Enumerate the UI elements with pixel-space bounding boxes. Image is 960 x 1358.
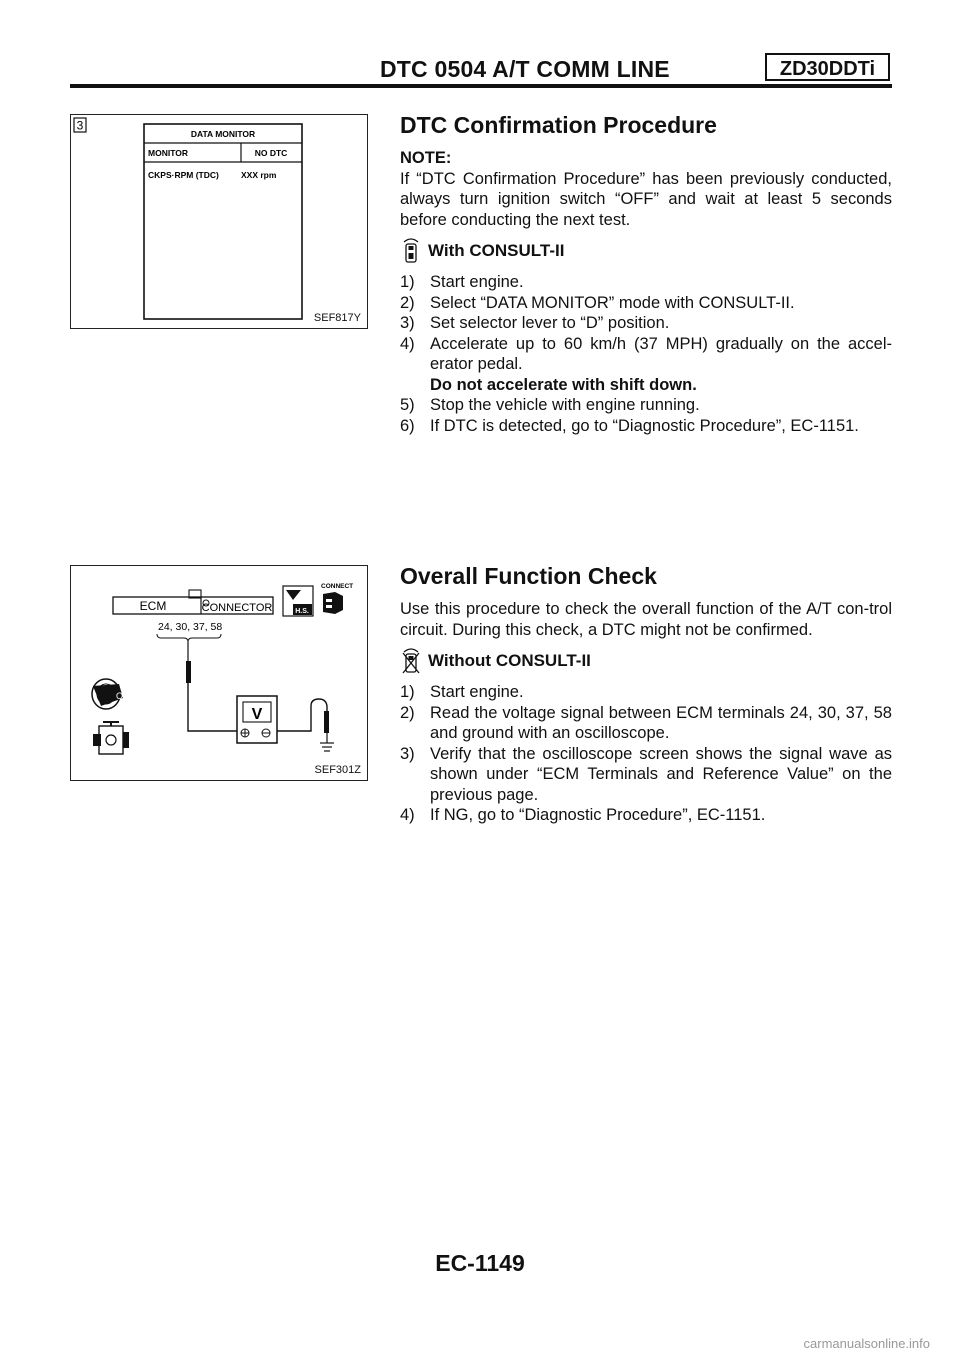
subheading-without-consult	[400, 646, 892, 676]
row-label: CKPS·RPM (TDC)	[148, 170, 219, 180]
connector-plug-icon	[323, 592, 343, 614]
section-heading: DTC Confirmation Procedure	[400, 112, 717, 138]
page-header-title: DTC 0504 A/T COMM LINE	[380, 56, 670, 82]
engine-code-badge: ZD30DDTi	[765, 53, 890, 81]
row-value: XXX rpm	[241, 170, 277, 180]
intro-text: Use this procedure to check the overall function of the A/T con-trol circuit. During this check, a DTC might not be confirmed.	[400, 600, 892, 639]
consult-tester-icon	[400, 236, 422, 266]
figure-code: SEF817Y	[313, 312, 361, 324]
list-item: 2) Read the voltage signal between ECM terminals 24, 30, 37, 58 and ground with an oscilloscope.	[400, 703, 892, 742]
connector-label: CONNECTOR	[201, 602, 273, 614]
column-monitor: MONITOR	[148, 148, 188, 158]
figure-code: SEF301Z	[314, 764, 361, 776]
section-dtc-confirmation	[400, 112, 892, 436]
subheading-with-consult	[400, 236, 892, 266]
ecm-label: ECM	[139, 599, 167, 613]
on-label: ON	[116, 691, 130, 701]
engine-icon	[93, 722, 129, 754]
watermark: carmanualsonline.info	[803, 1336, 930, 1351]
list-item: 3) Verify that the oscilloscope screen shows the signal wave as shown under “ECM Terminals and Reference Value” on the previous page.	[400, 744, 892, 804]
header-rule	[70, 84, 892, 88]
subheading-text: Without CONSULT-II	[428, 650, 591, 670]
section-heading: Overall Function Check	[400, 563, 657, 589]
data-monitor-illustration	[71, 115, 367, 328]
list-item: 3) Set selector lever to “D” position.	[400, 314, 670, 332]
connect-label: CONNECT	[321, 583, 354, 590]
section-overall-function-check	[400, 563, 892, 826]
list-item: 1) Start engine.	[400, 683, 524, 701]
step-list	[400, 682, 892, 826]
note-text: If “DTC Confirmation Procedure” has been previously conducted, always turn ignition switch “OFF” and wait at least 5 seconds before conducting the next test.	[400, 169, 892, 229]
corner-mark: 3	[76, 118, 84, 133]
list-item: 2) Select “DATA MONITOR” mode with CONSULT-II.	[400, 293, 795, 312]
no-consult-icon	[400, 646, 422, 676]
subheading-text: With CONSULT-II	[428, 240, 565, 260]
screen-title: DATA MONITOR	[190, 129, 256, 139]
ecm-voltmeter-illustration	[71, 566, 367, 780]
hs-label: H.S.	[295, 608, 309, 615]
meter-label: V	[251, 706, 263, 723]
page-number: EC-1149	[435, 1250, 525, 1276]
caution-text: Do not accelerate with shift down.	[430, 375, 697, 394]
note-label: NOTE:	[400, 149, 452, 167]
ignition-key-icon	[92, 679, 130, 709]
list-item: 1) Start engine.	[400, 273, 524, 291]
step-list	[400, 272, 892, 436]
figure-ecm-voltmeter	[70, 565, 368, 781]
column-no-dtc: NO DTC	[254, 148, 288, 158]
list-item: 6) If DTC is detected, go to “Diagnostic Procedure”, EC-1151.	[400, 416, 859, 435]
list-item: 4) If NG, go to “Diagnostic Procedure”, EC-1151.	[400, 806, 766, 824]
figure-data-monitor	[70, 114, 368, 329]
list-item: 5) Stop the vehicle with engine running.	[400, 396, 700, 414]
terminals-label: 24, 30, 37, 58	[158, 621, 223, 633]
list-item: 4) Accelerate up to 60 km/h (37 MPH) gradually on the accel-erator pedal. Do not accelerate with shift down.	[400, 334, 892, 394]
